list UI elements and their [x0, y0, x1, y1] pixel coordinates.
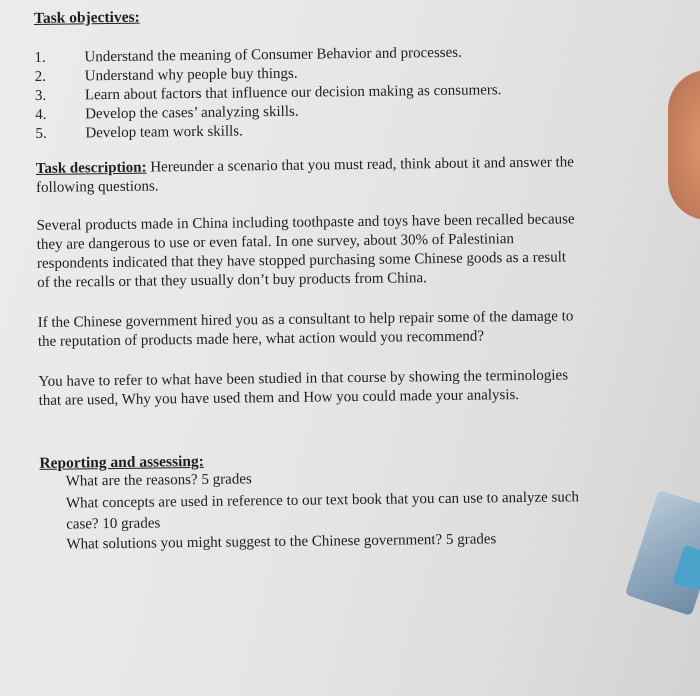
- scenario-line: of the recalls or that they usually don’t buy products from China.: [37, 270, 427, 291]
- objective-item: Develop team work skills.: [85, 123, 243, 142]
- description-line: following questions.: [35, 178, 159, 196]
- scenario-line: respondents indicated that they have stopped purchasing some Chinese goods as a result: [36, 249, 567, 272]
- objectives-heading: Task objectives:: [33, 8, 140, 27]
- question-line: If the Chinese government hired you as a consultant to help repair some of the damage to: [37, 308, 574, 331]
- objective-number: 4.: [35, 106, 47, 123]
- objective-number: 3.: [34, 87, 47, 104]
- reporting-line: What solutions you might suggest to the Chinese government? 5 grades: [66, 531, 497, 553]
- objective-item: Understand the meaning of Consumer Behavior and processes.: [84, 44, 462, 66]
- reporting-heading: Reporting and assessing:: [39, 452, 205, 472]
- objective-number: 2.: [34, 68, 47, 85]
- scenario-line: they are dangerous to use or even fatal. In one survey, about 30% of Palestinian: [36, 231, 515, 253]
- objective-number: 1.: [34, 49, 46, 66]
- scenario-line: Several products made in China including toothpaste and toys have been recalled because: [36, 211, 575, 234]
- objective-item: Develop the cases’ analyzing skills.: [85, 103, 299, 123]
- instruction-line: You have to refer to what have been studied in that course by showing the terminologies: [38, 367, 569, 390]
- description-line: [36, 154, 574, 178]
- objective-item: Learn about factors that influence our decision making as consumers.: [84, 82, 502, 104]
- reporting-line: What concepts are used in reference to our text book that you can use to analyze such: [65, 489, 580, 512]
- objective-item: Understand why people buy things.: [84, 65, 298, 85]
- description-label: Task description:: [35, 159, 147, 177]
- objective-number: 5.: [35, 125, 47, 142]
- instruction-line: that are used, Why you have used them and How you could made your analysis.: [38, 387, 520, 409]
- question-line: the reputation of products made here, what action would you recommend?: [37, 328, 485, 350]
- reporting-line: case? 10 grades: [66, 515, 161, 533]
- reporting-line: What are the reasons? 5 grades: [65, 471, 252, 490]
- description-text: Hereunder a scenario that you must read, think about it and answer the: [146, 154, 574, 176]
